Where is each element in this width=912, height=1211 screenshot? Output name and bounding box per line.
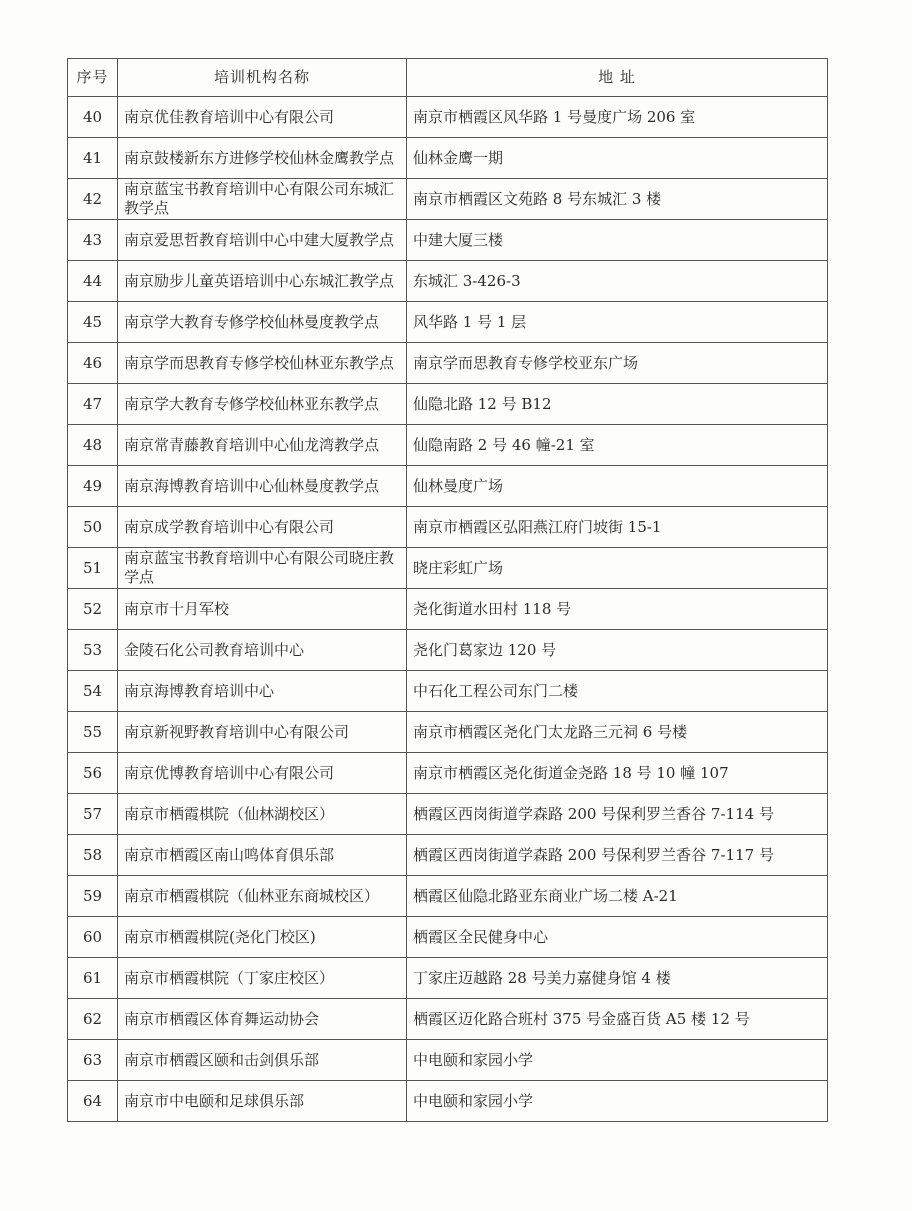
row-serial-number: 59 <box>68 876 118 917</box>
header-institution-name: 培训机构名称 <box>118 59 407 97</box>
table-row <box>68 794 828 835</box>
row-serial-number: 56 <box>68 753 118 794</box>
row-address: 丁家庄迈越路 28 号美力嘉健身馆 4 楼 <box>407 958 828 999</box>
row-address: 南京学而思教育专修学校亚东广场 <box>407 343 828 384</box>
row-address: 中电颐和家园小学 <box>407 1040 828 1081</box>
table-row <box>68 835 828 876</box>
table-row <box>68 999 828 1040</box>
row-serial-number: 48 <box>68 425 118 466</box>
row-address: 南京市栖霞区文苑路 8 号东城汇 3 楼 <box>407 179 828 220</box>
row-address: 南京市栖霞区尧化街道金尧路 18 号 10 幢 107 <box>407 753 828 794</box>
row-serial-number: 46 <box>68 343 118 384</box>
row-serial-number: 44 <box>68 261 118 302</box>
table-row <box>68 261 828 302</box>
row-address: 晓庄彩虹广场 <box>407 548 828 589</box>
row-serial-number: 52 <box>68 589 118 630</box>
row-address: 仙隐北路 12 号 B12 <box>407 384 828 425</box>
table-row <box>68 507 828 548</box>
row-address: 栖霞区迈化路合班村 375 号金盛百货 A5 楼 12 号 <box>407 999 828 1040</box>
row-serial-number: 45 <box>68 302 118 343</box>
row-serial-number: 43 <box>68 220 118 261</box>
row-institution-name: 南京常青藤教育培训中心仙龙湾教学点 <box>118 425 407 466</box>
row-serial-number: 51 <box>68 548 118 589</box>
table-row <box>68 958 828 999</box>
table-row <box>68 138 828 179</box>
table-body <box>68 97 828 1122</box>
table-row <box>68 630 828 671</box>
row-address: 中石化工程公司东门二楼 <box>407 671 828 712</box>
row-serial-number: 58 <box>68 835 118 876</box>
table-row <box>68 917 828 958</box>
header-address: 地 址 <box>407 59 828 97</box>
row-serial-number: 61 <box>68 958 118 999</box>
table-row <box>68 97 828 138</box>
table-row <box>68 343 828 384</box>
row-institution-name: 南京市栖霞棋院（丁家庄校区） <box>118 958 407 999</box>
row-address: 南京市栖霞区弘阳燕江府门坡街 15-1 <box>407 507 828 548</box>
row-address: 中电颐和家园小学 <box>407 1081 828 1122</box>
row-institution-name: 南京爱思哲教育培训中心中建大厦教学点 <box>118 220 407 261</box>
row-serial-number: 62 <box>68 999 118 1040</box>
row-institution-name: 南京市栖霞区体育舞运动协会 <box>118 999 407 1040</box>
row-institution-name: 南京成学教育培训中心有限公司 <box>118 507 407 548</box>
table-row <box>68 876 828 917</box>
table-row <box>68 1040 828 1081</box>
row-institution-name: 南京市栖霞区颐和击剑俱乐部 <box>118 1040 407 1081</box>
table-header <box>68 59 828 97</box>
row-address: 仙林曼度广场 <box>407 466 828 507</box>
row-institution-name: 南京学大教育专修学校仙林曼度教学点 <box>118 302 407 343</box>
row-institution-name: 南京市中电颐和足球俱乐部 <box>118 1081 407 1122</box>
table-row <box>68 220 828 261</box>
row-serial-number: 57 <box>68 794 118 835</box>
row-serial-number: 49 <box>68 466 118 507</box>
row-institution-name: 南京市栖霞棋院（仙林亚东商城校区） <box>118 876 407 917</box>
row-serial-number: 41 <box>68 138 118 179</box>
table-row <box>68 302 828 343</box>
row-institution-name: 南京鼓楼新东方进修学校仙林金鹰教学点 <box>118 138 407 179</box>
row-institution-name: 南京新视野教育培训中心有限公司 <box>118 712 407 753</box>
row-institution-name: 南京市十月军校 <box>118 589 407 630</box>
row-address: 栖霞区西岗街道学森路 200 号保利罗兰香谷 7-117 号 <box>407 835 828 876</box>
row-serial-number: 64 <box>68 1081 118 1122</box>
row-institution-name: 南京市栖霞区南山鸣体育俱乐部 <box>118 835 407 876</box>
table-row <box>68 589 828 630</box>
row-address: 栖霞区全民健身中心 <box>407 917 828 958</box>
row-institution-name: 南京海博教育培训中心 <box>118 671 407 712</box>
row-serial-number: 47 <box>68 384 118 425</box>
row-institution-name: 南京学而思教育专修学校仙林亚东教学点 <box>118 343 407 384</box>
row-serial-number: 50 <box>68 507 118 548</box>
training-institution-table <box>67 58 828 1122</box>
row-institution-name: 南京优佳教育培训中心有限公司 <box>118 97 407 138</box>
row-address: 南京市栖霞区风华路 1 号曼度广场 206 室 <box>407 97 828 138</box>
row-serial-number: 40 <box>68 97 118 138</box>
row-address: 南京市栖霞区尧化门太龙路三元祠 6 号楼 <box>407 712 828 753</box>
table-row <box>68 466 828 507</box>
table-row <box>68 1081 828 1122</box>
row-address: 东城汇 3-426-3 <box>407 261 828 302</box>
row-institution-name: 南京优博教育培训中心有限公司 <box>118 753 407 794</box>
table-row <box>68 753 828 794</box>
row-serial-number: 42 <box>68 179 118 220</box>
row-institution-name: 金陵石化公司教育培训中心 <box>118 630 407 671</box>
row-address: 仙隐南路 2 号 46 幢-21 室 <box>407 425 828 466</box>
row-serial-number: 60 <box>68 917 118 958</box>
table-row <box>68 671 828 712</box>
table-row <box>68 384 828 425</box>
row-address: 尧化门葛家边 120 号 <box>407 630 828 671</box>
row-address: 栖霞区西岗街道学森路 200 号保利罗兰香谷 7-114 号 <box>407 794 828 835</box>
table-row <box>68 425 828 466</box>
row-institution-name: 南京学大教育专修学校仙林亚东教学点 <box>118 384 407 425</box>
row-address: 风华路 1 号 1 层 <box>407 302 828 343</box>
row-address: 尧化街道水田村 118 号 <box>407 589 828 630</box>
row-address: 仙林金鹰一期 <box>407 138 828 179</box>
row-institution-name: 南京蓝宝书教育培训中心有限公司晓庄教学点 <box>118 548 407 589</box>
table-row <box>68 548 828 589</box>
table-row <box>68 179 828 220</box>
row-institution-name: 南京市栖霞棋院(尧化门校区) <box>118 917 407 958</box>
row-serial-number: 55 <box>68 712 118 753</box>
header-serial-number: 序号 <box>68 59 118 97</box>
row-serial-number: 53 <box>68 630 118 671</box>
row-institution-name: 南京市栖霞棋院（仙林湖校区） <box>118 794 407 835</box>
header-row <box>68 59 828 97</box>
row-address: 中建大厦三楼 <box>407 220 828 261</box>
row-serial-number: 54 <box>68 671 118 712</box>
table-row <box>68 712 828 753</box>
row-address: 栖霞区仙隐北路亚东商业广场二楼 A-21 <box>407 876 828 917</box>
row-institution-name: 南京励步儿童英语培训中心东城汇教学点 <box>118 261 407 302</box>
row-institution-name: 南京蓝宝书教育培训中心有限公司东城汇教学点 <box>118 179 407 220</box>
row-serial-number: 63 <box>68 1040 118 1081</box>
row-institution-name: 南京海博教育培训中心仙林曼度教学点 <box>118 466 407 507</box>
